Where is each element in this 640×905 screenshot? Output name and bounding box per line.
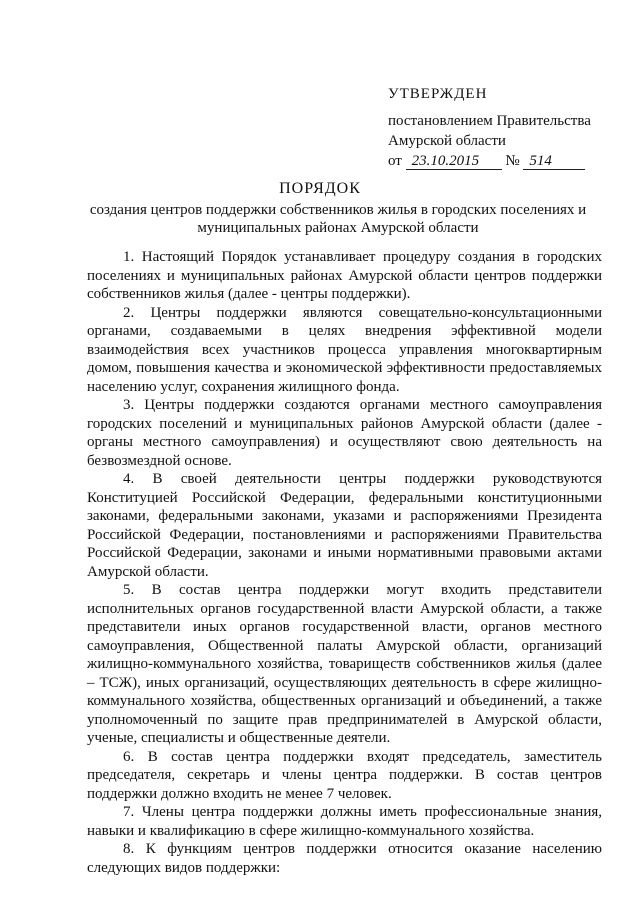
paragraph-6: 6. В состав центра поддержки входят председатель, заместитель председателя, секретарь и члены центра поддержки. В состав центров поддержки должно входить не менее 7 человек.	[87, 748, 602, 802]
paragraph-1: 1. Настоящий Порядок устанавливает процедуру создания в городских поселениях и муниципальных районах Амурской области центров поддержки собственников жилья (далее - центры поддержки).	[87, 249, 602, 302]
paragraph-7: 7. Члены центра поддержки должны иметь профессиональные знания, навыки и квалификацию в сфере жилищно-коммунального хозяйства.	[87, 804, 602, 839]
approval-stamp: УТВЕРЖДЕН	[388, 86, 488, 102]
paragraph-4: 4. В своей деятельности центры поддержки руководствуются Конституцией Российской Федерации, федеральными конституционными законами, федеральными законами, указами и распоряжениями Президента Российской Федерации, постановлениями и распоряжениями Правительства Российской Федерации, законами и иными нормативными правовыми актами Амурской области.	[87, 471, 602, 580]
paragraph-5: 5. В состав центра поддержки могут входить представители исполнительных органов государственной власти Амурской области, а также представители иных органов государственной власти, органов местного самоуправления, Общественной палаты Амурской области, организаций жилищно-коммунального хозяйства, товариществ собственников жилья (далее – ТСЖ), иных организаций, осуществляющих деятельность в сфере жилищно-коммунального хозяйства, общественных организаций и объединений, а также уполномоченный по защите прав предпринимателей в Амурской области, ученые, специалисты и общественные деятели.	[87, 582, 602, 746]
document-subtitle: создания центров поддержки собственников жилья в городских поселениях и муниципальных районах Амурской области	[89, 202, 587, 236]
approval-date-line	[388, 151, 591, 171]
approval-region: Амурской области	[388, 133, 506, 149]
approval-date: 23.10.2015	[406, 153, 502, 170]
document-body	[87, 248, 602, 877]
document-title: ПОРЯДОК	[279, 180, 361, 197]
number-sign: №	[505, 153, 520, 169]
paragraph-2: 2. Центры поддержки являются совещательно-консультационными органами, создаваемыми в целях внедрения эффективной модели взаимодействия всех участников процесса управления многоквартирным домом, повышения качества и экономической эффективности предоставляемых населению услуг, сохранения жилищного фонда.	[87, 304, 602, 395]
approval-number: 514	[523, 153, 585, 170]
approval-authority: постановлением Правительства	[388, 113, 591, 129]
paragraph-3: 3. Центры поддержки создаются органами местного самоуправления городских поселений и муниципальных районов Амурской области (далее - органы местного самоуправления) и осуществляют свою деятельность на безвозмездной основе.	[87, 397, 602, 469]
paragraph-8: 8. К функциям центров поддержки относится оказание населению следующих видов поддержки:	[87, 841, 602, 876]
date-prefix: от	[388, 153, 402, 169]
approval-block	[388, 84, 591, 171]
